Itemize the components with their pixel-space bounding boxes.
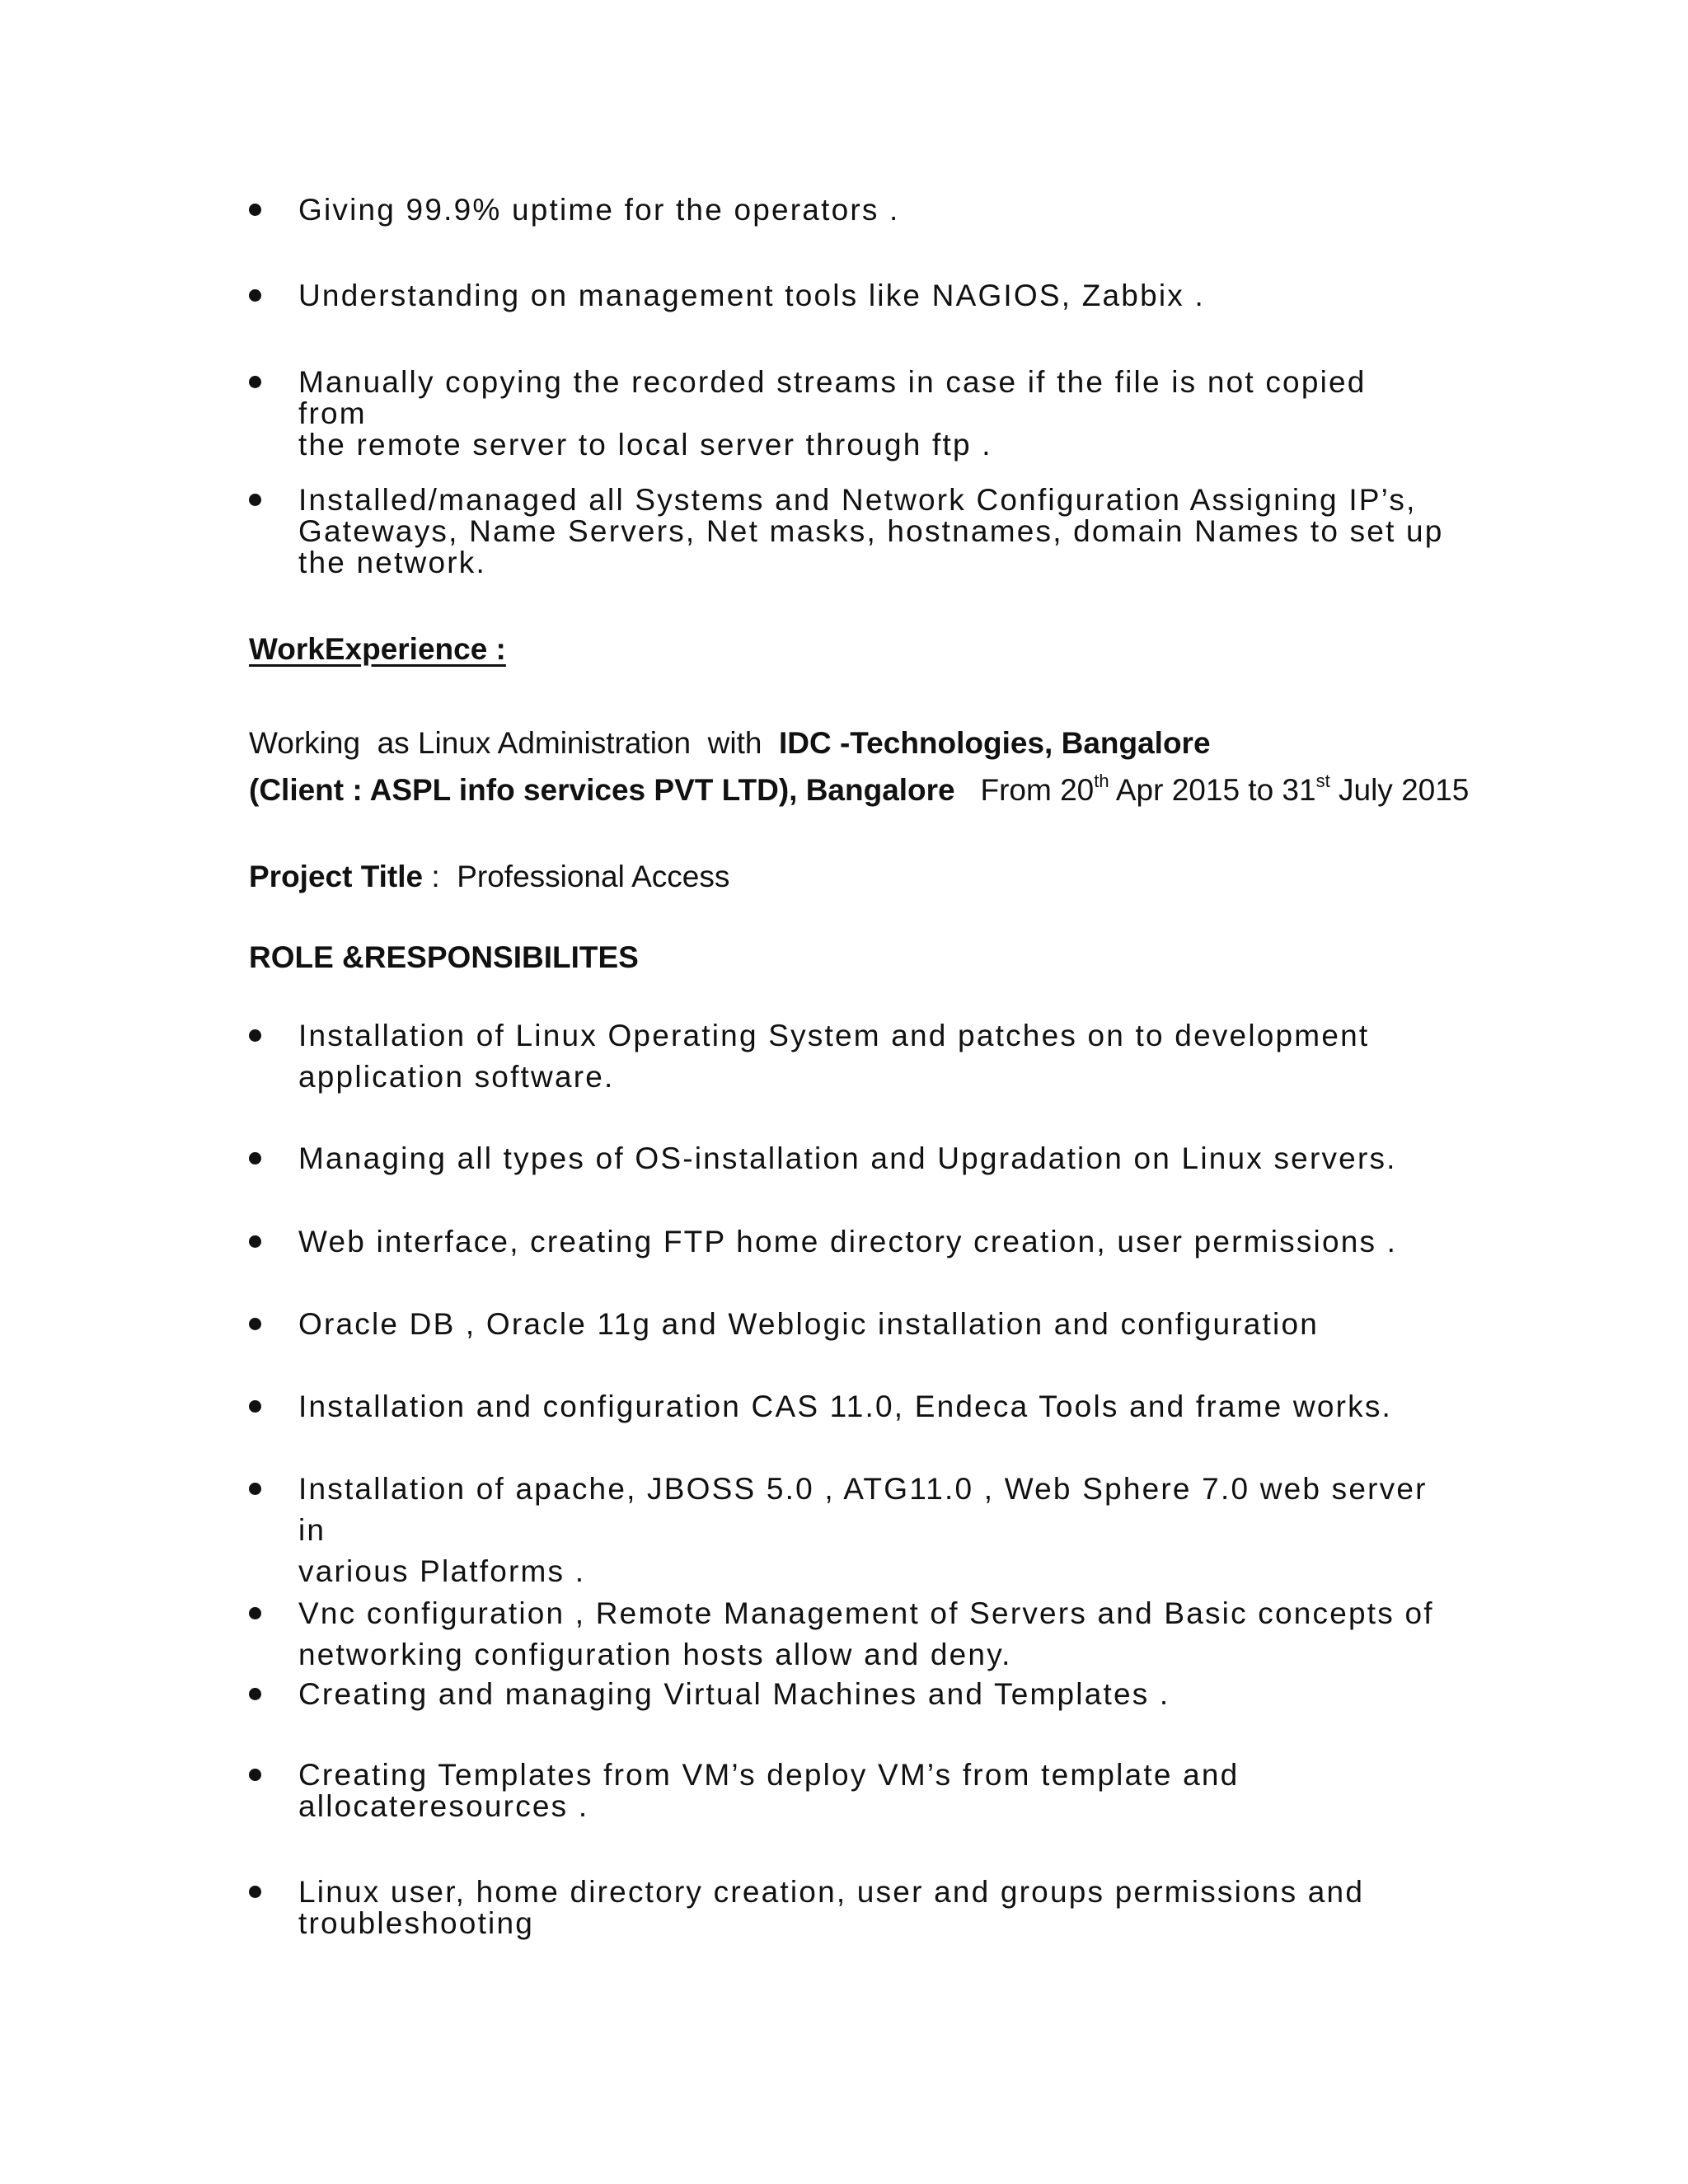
bullet-icon (249, 1029, 261, 1042)
bullet-text: Vnc configuration , Remote Management of Servers and Basic concepts of networking configuration hosts allow and deny. (298, 1596, 1434, 1671)
list-item (249, 1679, 1444, 1710)
list-item (249, 280, 1444, 312)
list-item (249, 485, 1444, 579)
date-end: July 2015 (1329, 773, 1470, 807)
date-from-suffix: th (1094, 771, 1109, 791)
bullet-icon (249, 1318, 261, 1330)
bullet-text: Understanding on management tools like NAGIOS, Zabbix . (298, 279, 1205, 312)
list-item (249, 1877, 1444, 1939)
list-item (249, 1143, 1444, 1174)
bullet-text: Manually copying the recorded streams in case if the file is not copied from the remote server to local server through ftp . (298, 365, 1367, 462)
date-from: From 20 (980, 773, 1095, 807)
client-name: (Client : ASPL info services PVT LTD), Bangalore (249, 773, 955, 807)
bullet-icon (249, 376, 261, 388)
bullet-icon (249, 494, 261, 506)
bullet-text: Managing all types of OS-installation and Upgradation on Linux servers. (298, 1141, 1397, 1175)
bullet-text: Giving 99.9% uptime for the operators . (298, 193, 900, 227)
bullet-text: Installation and configuration CAS 11.0, Endeca Tools and frame works. (298, 1390, 1393, 1423)
project-title-label: Project Title (249, 860, 424, 893)
employer-name: IDC -Technologies, Bangalore (778, 726, 1211, 760)
list-item (249, 1593, 1444, 1675)
roles-heading: ROLE &RESPONSIBILITES (249, 940, 639, 974)
bullet-icon (249, 1886, 261, 1898)
employment-role: Working as Linux Administration with (249, 726, 779, 760)
list-item (249, 1226, 1444, 1258)
list-item (249, 1015, 1444, 1098)
bullet-text: Installation of apache, JBOSS 5.0 , ATG11.0 , Web Sphere 7.0 web server in various Platforms . (298, 1472, 1428, 1588)
employment-line (249, 725, 1211, 762)
bullet-icon (249, 1235, 261, 1248)
bullet-icon (249, 1607, 261, 1619)
bullet-text: Linux user, home directory creation, user and groups permissions and troubleshooting (298, 1875, 1365, 1940)
date-mid: Apr 2015 to 31 (1109, 773, 1316, 807)
bullet-icon (249, 1688, 261, 1700)
bullet-icon (249, 1483, 261, 1495)
bullet-icon (249, 1769, 261, 1781)
project-title-line (249, 859, 729, 895)
work-experience-heading: WorkExperience : (249, 632, 506, 666)
list-item (249, 1309, 1444, 1340)
bullet-text: Installation of Linux Operating System and patches on to development application software. (298, 1019, 1370, 1094)
bullet-icon (249, 289, 261, 302)
bullet-text: Web interface, creating FTP home directory creation, user permissions . (298, 1225, 1398, 1258)
date-to-suffix: st (1315, 771, 1330, 791)
list-item (249, 367, 1444, 461)
list-item (249, 1469, 1444, 1592)
bullet-text: Creating and managing Virtual Machines and Templates . (298, 1677, 1170, 1711)
bullet-text: Creating Templates from VM’s deploy VM’s from template and allocateresources . (298, 1758, 1240, 1823)
bullet-text: Installed/managed all Systems and Network Configuration Assigning IP’s, Gateways, Name Servers, Net masks, hostnames, domain Names to set up the network. (298, 483, 1444, 579)
client-line (249, 772, 1469, 808)
list-item (249, 1760, 1444, 1822)
list-item (249, 194, 1444, 226)
project-title-value: Professional Access (457, 860, 730, 893)
list-item (249, 1391, 1444, 1422)
bullet-text: Oracle DB , Oracle 11g and Weblogic installation and configuration (298, 1307, 1320, 1341)
project-title-separator: : (423, 860, 457, 893)
bullet-icon (249, 204, 261, 216)
bullet-icon (249, 1152, 261, 1165)
bullet-icon (249, 1400, 261, 1413)
